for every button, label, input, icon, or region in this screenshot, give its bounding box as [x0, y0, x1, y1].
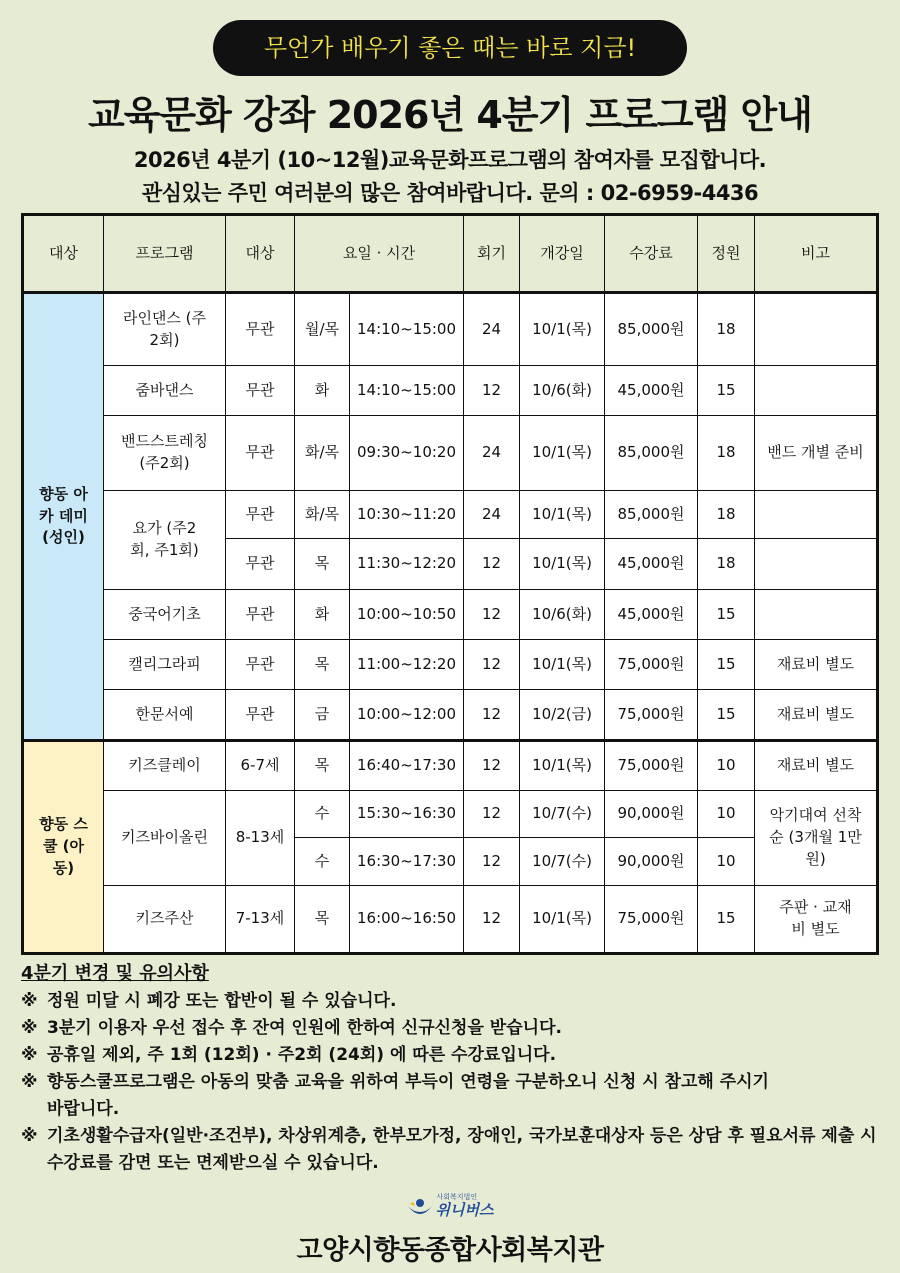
table-row	[23, 491, 878, 539]
program-cell: 밴드스트레칭 (주2회)	[104, 416, 226, 491]
time-cell: 16:00~16:50	[350, 886, 464, 954]
capacity-cell: 18	[698, 293, 755, 366]
table-row	[23, 416, 878, 491]
start-cell: 10/1(목)	[520, 293, 605, 366]
start-cell: 10/6(화)	[520, 590, 605, 640]
note-mark: ※	[21, 1072, 38, 1092]
table-row	[23, 640, 878, 690]
logo-small-text: 사회복지법인	[436, 1193, 478, 1201]
program-cell: 키즈바이올린	[104, 791, 226, 886]
table-row	[23, 590, 878, 640]
note-cell: 악기대여 선착순 (3개월 1만원)	[755, 791, 878, 886]
header-program: 프로그램	[104, 215, 226, 293]
start-cell: 10/7(수)	[520, 791, 605, 838]
capacity-cell: 15	[698, 590, 755, 640]
header-target: 대상	[226, 215, 295, 293]
start-cell: 10/1(목)	[520, 886, 605, 954]
sessions-cell: 12	[464, 741, 520, 791]
fee-cell: 90,000원	[605, 838, 698, 886]
program-cell: 줌바댄스	[104, 366, 226, 416]
target-cell: 무관	[226, 416, 295, 491]
day-cell: 목	[295, 886, 350, 954]
time-cell: 14:10~15:00	[350, 366, 464, 416]
note-mark: ※	[21, 1045, 38, 1065]
group-adult: 향동 아카 데미 (성인)	[23, 293, 104, 741]
page-title: 교육문화 강좌 2026년 4분기 프로그램 안내	[88, 93, 812, 137]
sessions-cell: 12	[464, 690, 520, 741]
header-note: 비고	[755, 215, 878, 293]
target-cell: 7-13세	[226, 886, 295, 954]
fee-cell: 75,000원	[605, 886, 698, 954]
fee-cell: 75,000원	[605, 640, 698, 690]
note-mark: ※	[21, 1126, 38, 1146]
fee-cell: 90,000원	[605, 791, 698, 838]
logo-mark	[407, 1193, 494, 1220]
note-item	[21, 988, 891, 1015]
table-row	[23, 293, 878, 366]
fee-cell: 85,000원	[605, 491, 698, 539]
time-cell: 10:00~12:00	[350, 690, 464, 741]
capacity-cell: 10	[698, 838, 755, 886]
note-text: 정원 미달 시 폐강 또는 합반이 될 수 있습니다.	[47, 991, 397, 1011]
sessions-cell: 12	[464, 640, 520, 690]
note-text: 공휴일 제외, 주 1회 (12회) · 주2회 (24회) 에 따른 수강료입니다.	[47, 1045, 557, 1065]
person-logo-icon	[407, 1198, 433, 1220]
target-cell: 무관	[226, 293, 295, 366]
organization-name: 고양시향동종합사회복지관	[296, 1235, 604, 1266]
program-cell: 키즈주산	[104, 886, 226, 954]
organization-logo	[0, 1193, 900, 1267]
header-capacity: 정원	[698, 215, 755, 293]
start-cell: 10/2(금)	[520, 690, 605, 741]
capacity-cell: 15	[698, 640, 755, 690]
fee-cell: 75,000원	[605, 741, 698, 791]
notes-title: 4분기 변경 및 유의사항	[21, 963, 209, 984]
logo-name: 위니버스	[435, 1200, 494, 1219]
capacity-cell: 18	[698, 539, 755, 590]
target-cell: 무관	[226, 640, 295, 690]
day-cell: 화	[295, 590, 350, 640]
start-cell: 10/6(화)	[520, 366, 605, 416]
program-schedule-table	[21, 213, 879, 955]
program-cell: 한문서예	[104, 690, 226, 741]
slogan-banner: 무언가 배우기 좋은 때는 바로 지금!	[213, 20, 687, 76]
header-fee: 수강료	[605, 215, 698, 293]
fee-cell: 75,000원	[605, 690, 698, 741]
sessions-cell: 12	[464, 838, 520, 886]
target-cell: 8-13세	[226, 791, 295, 886]
program-cell: 캘리그라피	[104, 640, 226, 690]
notes-section	[21, 960, 891, 1177]
table-header-row	[23, 215, 878, 293]
note-cell: 재료비 별도	[755, 741, 878, 791]
fee-cell: 45,000원	[605, 539, 698, 590]
note-cell: 재료비 별도	[755, 640, 878, 690]
sessions-cell: 24	[464, 416, 520, 491]
day-cell: 목	[295, 539, 350, 590]
time-cell: 10:30~11:20	[350, 491, 464, 539]
target-cell: 무관	[226, 690, 295, 741]
day-cell: 수	[295, 791, 350, 838]
note-cell: 주판 · 교재비 별도	[755, 886, 878, 954]
note-mark: ※	[21, 1018, 38, 1038]
target-cell: 무관	[226, 539, 295, 590]
note-item	[21, 1042, 891, 1069]
note-text: 향동스쿨프로그램은 아동의 맞춤 교육을 위하여 부득이 연령을 구분하오니 신청 시 참고해 주시기 바랍니다.	[47, 1072, 769, 1119]
note-cell	[755, 539, 878, 590]
day-cell: 화/목	[295, 491, 350, 539]
capacity-cell: 18	[698, 491, 755, 539]
note-mark: ※	[21, 991, 38, 1011]
note-item	[21, 1123, 891, 1177]
sessions-cell: 12	[464, 366, 520, 416]
start-cell: 10/1(목)	[520, 416, 605, 491]
day-cell: 화	[295, 366, 350, 416]
sessions-cell: 12	[464, 886, 520, 954]
day-cell: 금	[295, 690, 350, 741]
table-row	[23, 690, 878, 741]
sessions-cell: 12	[464, 539, 520, 590]
note-cell	[755, 491, 878, 539]
time-cell: 16:40~17:30	[350, 741, 464, 791]
fee-cell: 45,000원	[605, 590, 698, 640]
fee-cell: 85,000원	[605, 416, 698, 491]
capacity-cell: 15	[698, 366, 755, 416]
day-cell: 화/목	[295, 416, 350, 491]
time-cell: 14:10~15:00	[350, 293, 464, 366]
target-cell: 무관	[226, 590, 295, 640]
table-row	[23, 366, 878, 416]
fee-cell: 85,000원	[605, 293, 698, 366]
note-item	[21, 1015, 891, 1042]
program-cell: 키즈클레이	[104, 741, 226, 791]
table-row	[23, 886, 878, 954]
time-cell: 11:00~12:20	[350, 640, 464, 690]
note-cell	[755, 366, 878, 416]
day-cell: 목	[295, 741, 350, 791]
fee-cell: 45,000원	[605, 366, 698, 416]
start-cell: 10/1(목)	[520, 539, 605, 590]
table-row	[23, 741, 878, 791]
target-cell: 6-7세	[226, 741, 295, 791]
note-cell	[755, 293, 878, 366]
target-cell: 무관	[226, 366, 295, 416]
program-cell: 중국어기초	[104, 590, 226, 640]
note-cell	[755, 590, 878, 640]
start-cell: 10/1(목)	[520, 640, 605, 690]
time-cell: 11:30~12:20	[350, 539, 464, 590]
capacity-cell: 18	[698, 416, 755, 491]
note-item	[21, 1069, 787, 1123]
table-row	[23, 791, 878, 838]
note-cell: 밴드 개별 준비	[755, 416, 878, 491]
day-cell: 목	[295, 640, 350, 690]
header-group: 대상	[23, 215, 104, 293]
target-cell: 무관	[226, 491, 295, 539]
day-cell: 월/목	[295, 293, 350, 366]
sessions-cell: 12	[464, 590, 520, 640]
note-text: 3분기 이용자 우선 접수 후 잔여 인원에 한하여 신규신청을 받습니다.	[47, 1018, 562, 1038]
sessions-cell: 24	[464, 491, 520, 539]
subtitle-contact: 관심있는 주민 여러분의 많은 참여바랍니다. 문의 : 02-6959-4436	[141, 181, 759, 205]
capacity-cell: 10	[698, 741, 755, 791]
time-cell: 10:00~10:50	[350, 590, 464, 640]
capacity-cell: 10	[698, 791, 755, 838]
capacity-cell: 15	[698, 690, 755, 741]
program-cell: 라인댄스 (주2회)	[104, 293, 226, 366]
group-kids: 향동 스쿨 (아동)	[23, 741, 104, 954]
sessions-cell: 24	[464, 293, 520, 366]
start-cell: 10/1(목)	[520, 741, 605, 791]
start-cell: 10/7(수)	[520, 838, 605, 886]
note-cell: 재료비 별도	[755, 690, 878, 741]
header-start: 개강일	[520, 215, 605, 293]
subtitle-recruit: 2026년 4분기 (10~12월)교육문화프로그램의 참여자를 모집합니다.	[133, 148, 767, 172]
capacity-cell: 15	[698, 886, 755, 954]
start-cell: 10/1(목)	[520, 491, 605, 539]
day-cell: 수	[295, 838, 350, 886]
note-text: 기초생활수급자(일반·조건부), 차상위계층, 한부모가정, 장애인, 국가보훈대상자 등은 상담 후 필요서류 제출 시 수강료를 감면 또는 면제받으실 수 있습니다.	[47, 1126, 877, 1173]
time-cell: 16:30~17:30	[350, 838, 464, 886]
header-sessions: 회기	[464, 215, 520, 293]
time-cell: 09:30~10:20	[350, 416, 464, 491]
program-cell: 요가 (주2회, 주1회)	[104, 491, 226, 590]
sessions-cell: 12	[464, 791, 520, 838]
header-day-time: 요일 · 시간	[295, 215, 464, 293]
time-cell: 15:30~16:30	[350, 791, 464, 838]
